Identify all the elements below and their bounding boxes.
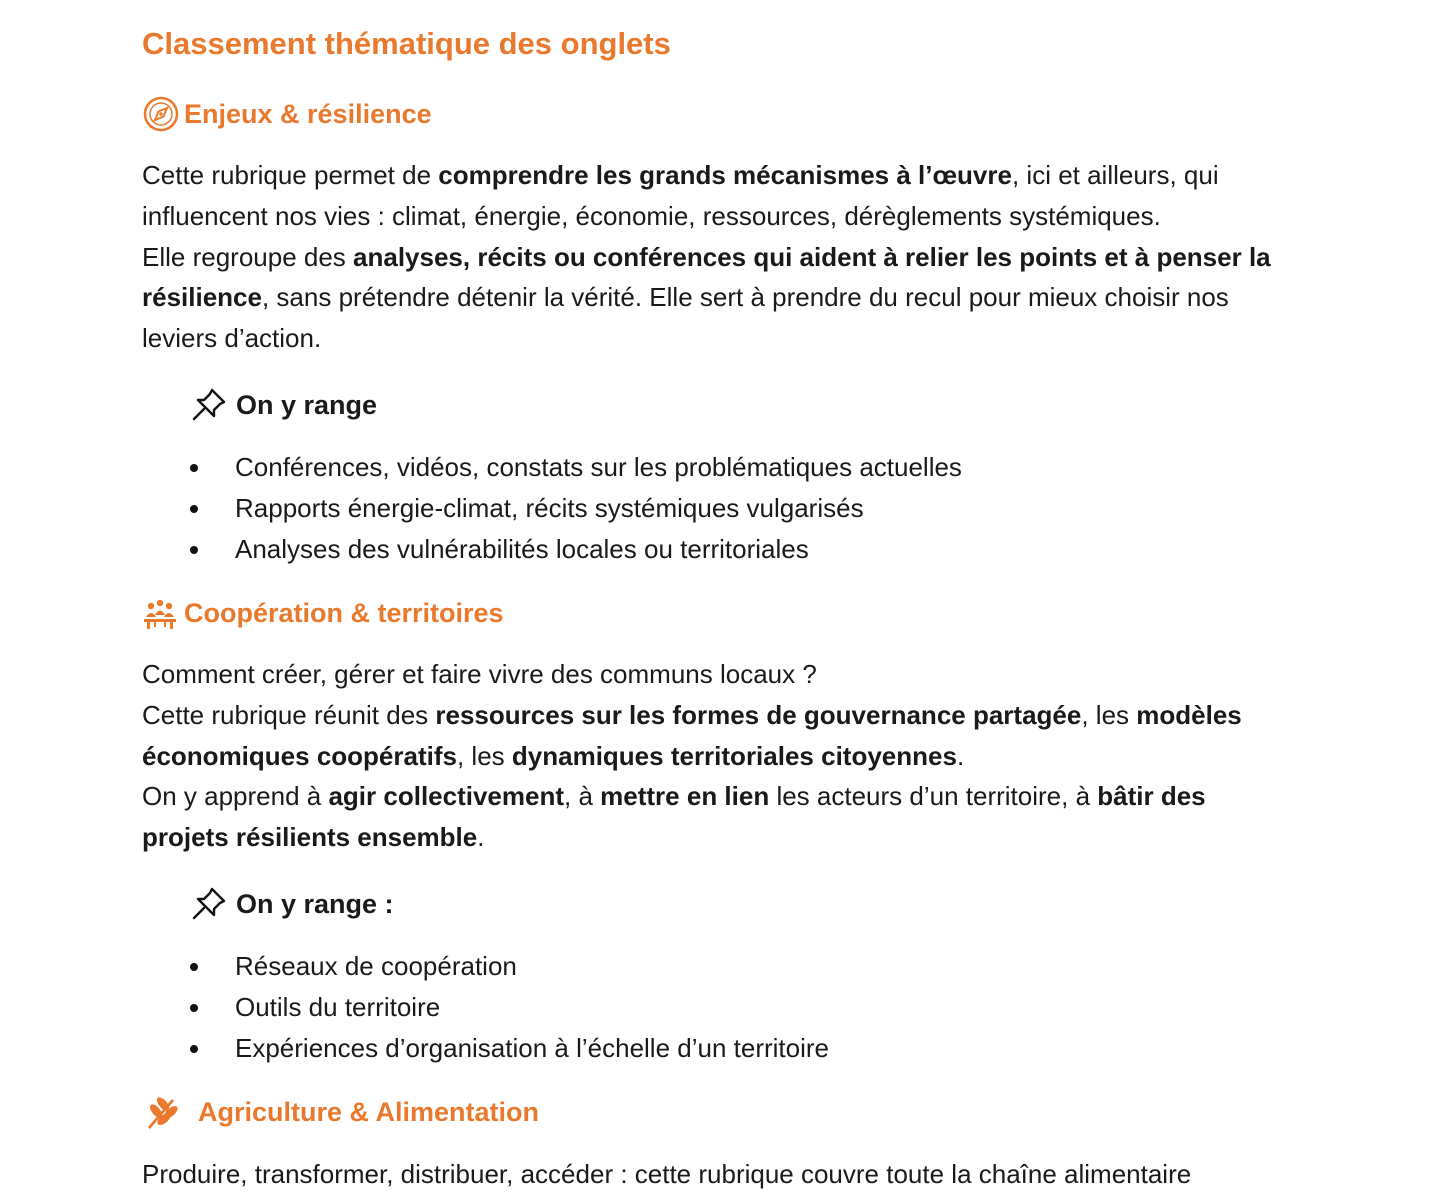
wheat-icon xyxy=(142,1092,198,1132)
bullet-list xyxy=(142,946,829,1068)
list-heading: On y range : xyxy=(190,884,394,924)
section-title: Enjeux & résilience xyxy=(184,98,432,129)
bullet-icon xyxy=(190,546,198,554)
list-heading: On y range xyxy=(190,385,377,425)
section-title: Agriculture & Alimentation xyxy=(198,1096,540,1127)
compass-icon xyxy=(142,94,184,134)
bullet-icon xyxy=(190,505,198,513)
section-title: Coopération & territoires xyxy=(184,597,504,628)
list-item: Conférences, vidéos, constats sur les problématiques actuelles xyxy=(142,447,962,488)
list-item: Réseaux de coopération xyxy=(142,946,829,987)
list-item: Rapports énergie-climat, récits systémiques vulgarisés xyxy=(142,488,962,529)
list-item: Expériences d’organisation à l’échelle d’un territoire xyxy=(142,1028,829,1069)
section-heading-cooperation xyxy=(142,593,504,633)
section-paragraph: Comment créer, gérer et faire vivre des communs locaux ? Cette rubrique réunit des ressources sur les formes de gouvernance partagée, les modèles économiques coopératifs, les dynamiques territoriales citoyennes. On y apprend à agir collectivement, à mettre en lien les acteurs d’un territoire, à bâtir des projets résilients ensemble. xyxy=(142,659,1242,853)
pushpin-icon xyxy=(190,884,236,924)
bullet-icon xyxy=(190,1045,198,1053)
bullet-icon xyxy=(190,464,198,472)
bullet-icon xyxy=(190,1004,198,1012)
section-heading-enjeux xyxy=(142,94,432,134)
list-item: Analyses des vulnérabilités locales ou territoriales xyxy=(142,529,962,570)
bullet-icon xyxy=(190,963,198,971)
section-paragraph: Produire, transformer, distribuer, accéder : cette rubrique couvre toute la chaîne alimentaire xyxy=(142,1159,1192,1189)
section-heading-agriculture xyxy=(142,1092,539,1132)
community-icon xyxy=(142,593,184,633)
document-title: Classement thématique des onglets xyxy=(142,26,671,61)
section-paragraph: Cette rubrique permet de comprendre les grands mécanismes à l’œuvre, ici et ailleurs, qui influencent nos vies : climat, énergie, économie, ressources, dérèglements systémiques. Elle regroupe des analyses, récits ou conférences qui aident à relier les points et à penser la résilience, sans prétendre détenir la vérité. Elle sert à prendre du recul pour mieux choisir nos leviers d’action. xyxy=(142,160,1271,354)
bullet-list xyxy=(142,447,962,569)
pushpin-icon xyxy=(190,385,236,425)
list-item: Outils du territoire xyxy=(142,987,829,1028)
